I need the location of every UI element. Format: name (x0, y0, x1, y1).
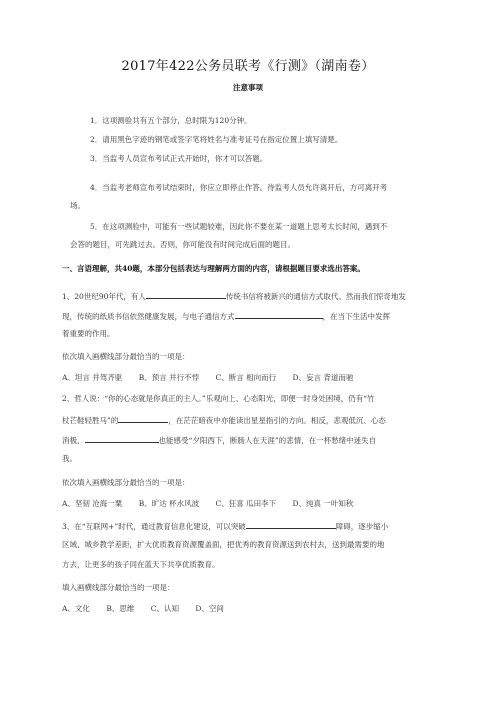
q3-line1: 3、在“互联网+”时代，通过教育信息化建设，可以突破 障碍，逐步缩小 (62, 519, 388, 532)
q2-prompt: 依次填入画横线部分最恰当的一项是： (62, 478, 190, 487)
q1-line2: 现，传统的纸质书信依然健康发展，与电子通信方式 ，在当下生活中发挥 (62, 309, 390, 322)
q2-option-d[interactable]: D、纯真 一叶知秋 (292, 499, 354, 508)
q2-option-b[interactable]: B、旷达 杯水风波 (138, 499, 200, 508)
q1-option-b[interactable]: B、预言 并行不悖 (138, 373, 200, 382)
q2-blank-2 (85, 433, 159, 443)
q3-line2: 区域、城乡教学差距，扩大优质教育资源覆盖面，把优秀的教育资源送到农村去，送到最需要的地 (62, 540, 385, 549)
q2-line3: 消极， 也能感受“夕阳西下，断肠人在天涯”的悲情，在一杯愁绪中迷失自 (62, 433, 376, 446)
q1-option-c[interactable]: C、断言 相向而行 (215, 373, 277, 382)
notice-4-cont: 场。 (70, 201, 85, 210)
q2-line2: 杖芒鞋轻胜马”的 ，在茫茫暗夜中亦能读出星星指引的方向。相反，悲观低沉、心态 (62, 413, 386, 426)
q1-options (62, 372, 367, 383)
notice-2: 2．请用黑色字迹的钢笔或签字笔将姓名与准考证号在指定位置上填写清楚。 (90, 135, 343, 144)
q3-option-c[interactable]: C、认知 (150, 604, 179, 613)
notice-1: 1．这项测验共有五个部分，总时限为120分钟。 (90, 116, 252, 125)
section-heading: 一、言语理解，共40题，本部分包括表达与理解两方面的内容，请根据题目要求选出答案。 (62, 264, 365, 273)
q1-blank-1 (146, 289, 226, 299)
q3-line3: 方去，让更多的孩子同在蓝天下共享优质教育。 (62, 560, 220, 569)
q3-prompt: 填入画横线部分最恰当的一项是： (62, 583, 175, 592)
q1-prompt: 依次填入画横线部分最恰当的一项是： (62, 352, 190, 361)
notice-5-cont: 会答的题目，可先跳过去。否则，你可能没有时间完成后面的题目。 (70, 240, 295, 249)
q2-option-a[interactable]: A、坚韧 沧海一粟 (62, 499, 123, 508)
q1-line1: 1、20世纪90年代，有人 传统书信将被新兴的通信方式取代。然而我们惊奇地发 (62, 289, 406, 302)
q1-line3: 着重要的作用。 (62, 329, 115, 338)
q1-option-a[interactable]: A、坦言 并驾齐驱 (62, 373, 123, 382)
notice-heading: 注意事项 (233, 83, 263, 92)
q3-option-b[interactable]: B、思维 (106, 604, 135, 613)
page-title: 2017年422公务员联考《行测》（湖南卷） (121, 59, 375, 74)
q2-blank-1 (118, 413, 168, 423)
q3-options (62, 603, 238, 614)
notice-4: 4．当监考老师宣布考试结束时，你应立即停止作答。待监考人员允许离开后，方可离开考 (90, 183, 388, 192)
q1-option-d[interactable]: D、妄言 背道而驰 (292, 373, 354, 382)
q3-blank-1 (246, 519, 336, 529)
notice-5: 5．在这项测验中，可能有一些试题较难，因此你不要在某一道题上思考太长时间，遇到不 (90, 222, 388, 231)
q1-blank-2 (235, 309, 323, 319)
q3-option-d[interactable]: D、空间 (195, 604, 224, 613)
q2-options (62, 498, 367, 509)
q2-option-c[interactable]: C、狂喜 瓜田李下 (215, 499, 277, 508)
notice-3: 3．当监考人员宣布考试正式开始时，你才可以答题。 (90, 154, 268, 163)
q2-line4: 我。 (62, 454, 77, 463)
q3-option-a[interactable]: A、文化 (62, 604, 90, 613)
q2-line1: 2、哲人说：“你的心态就是你真正的主人。”乐观向上、心态阳光，即便一时身处困境，仍有“竹 (62, 394, 375, 403)
